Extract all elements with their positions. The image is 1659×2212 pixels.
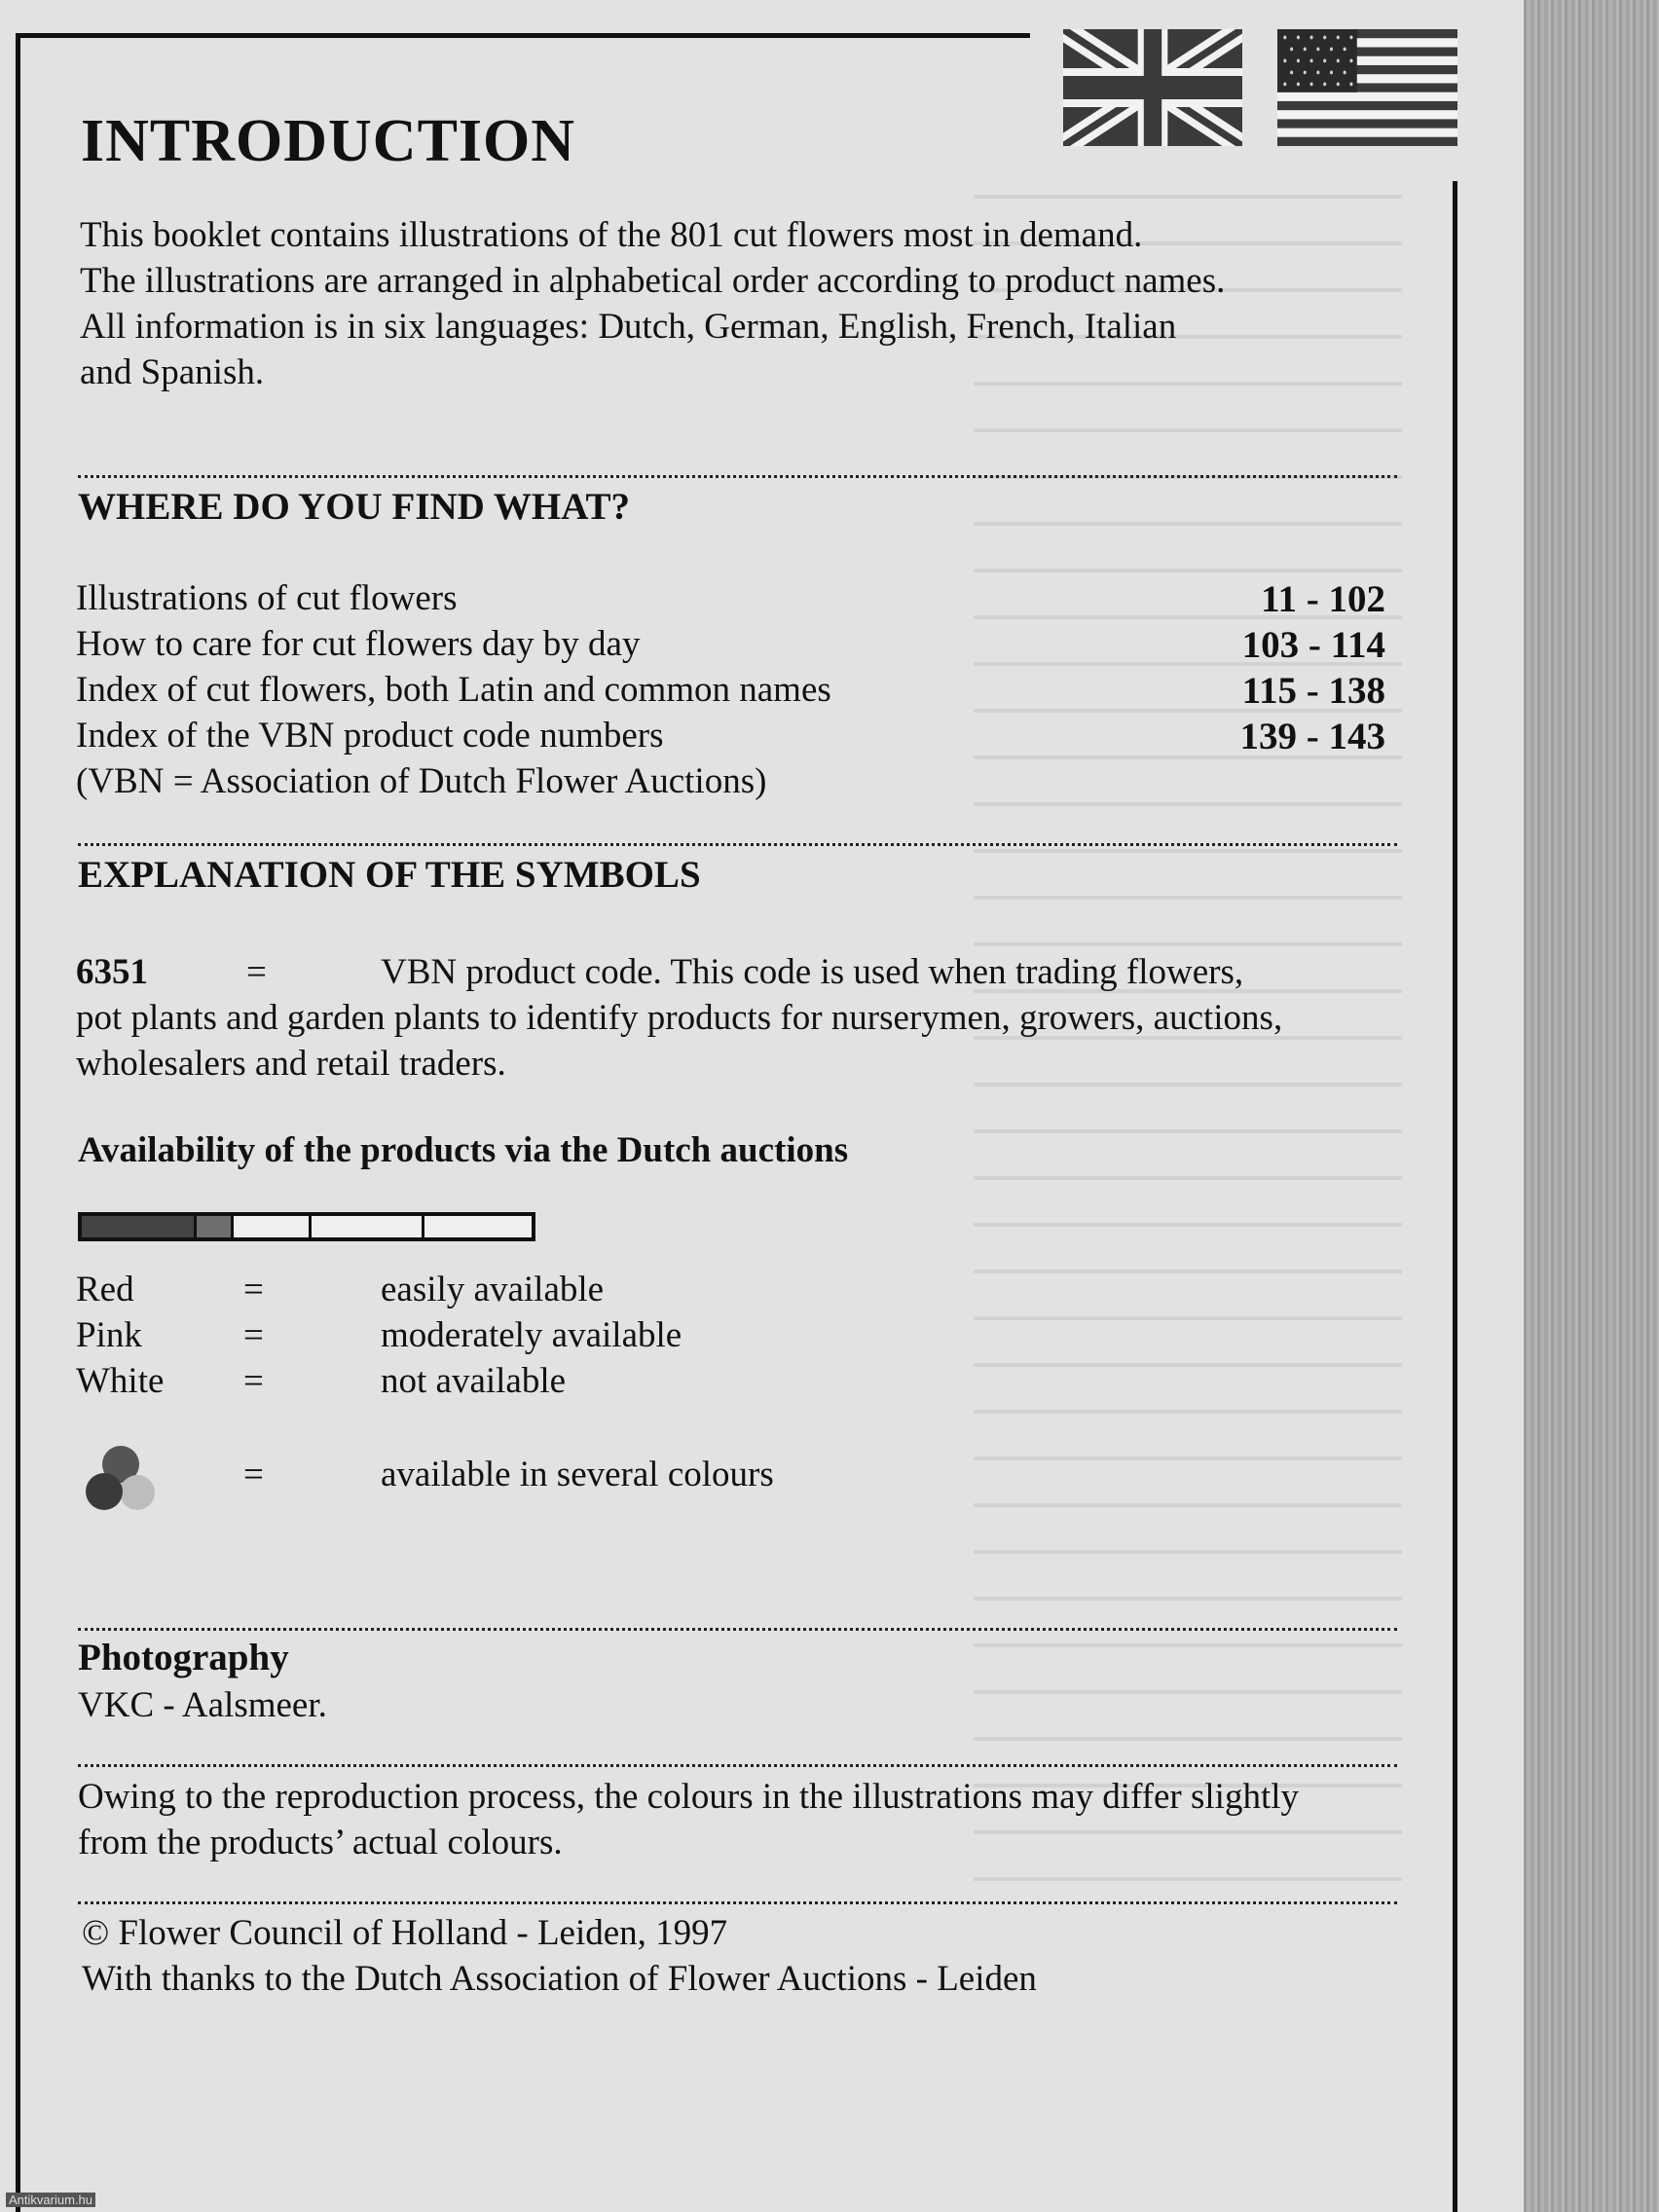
symbols-heading: EXPLANATION OF THE SYMBOLS [78,854,701,896]
legend-row [76,1360,855,1406]
equals-sign: = [243,1270,264,1309]
thanks: With thanks to the Dutch Association of Flower Auctions - Leiden [82,1959,1037,1999]
us-flag-icon [1277,29,1457,146]
availability-segment-white [234,1216,312,1237]
legend-row [76,1269,855,1314]
page-title: INTRODUCTION [81,108,576,174]
legend-key: Red [76,1270,134,1309]
legend-value: available in several colours [381,1455,774,1494]
product-code-explanation [76,949,1381,1084]
availability-segment-white [312,1216,425,1237]
disclaimer: Owing to the reproduction process, the colours in the illustrations may differ slightly from the products’ actual colours. [78,1777,1300,1862]
frame-top-rule [16,33,1030,38]
frame-left-rule [16,33,20,2212]
code-description-continued: pot plants and garden plants to identify products for nurserymen, growers, auctions, wholesalers and retail traders. [76,998,1283,1084]
frame-right-rule [1453,181,1457,2212]
copyright: © Flower Council of Holland - Leiden, 1997 [82,1913,728,1953]
availability-bar [78,1212,535,1241]
toc-pages: 115 - 138 [1241,670,1385,712]
dotted-divider [78,843,1397,846]
dotted-divider [78,475,1397,478]
toc-label: How to care for cut flowers day by day [76,624,641,664]
intro-line: The illustrations are arranged in alphabetical order according to product names. [80,261,1226,301]
availability-segment-pink [197,1216,234,1237]
toc-label: Index of cut flowers, both Latin and common names [76,670,831,710]
toc-row [76,577,1385,623]
toc-row [76,669,1385,715]
legend-value: not available [381,1361,567,1401]
where-heading: WHERE DO YOU FIND WHAT? [78,486,630,528]
vbn-note: (VBN = Association of Dutch Flower Auctions) [76,761,767,801]
legend-value: moderately available [381,1315,682,1355]
code-description: VBN product code. This code is used when trading flowers, [381,952,1244,992]
equals-sign: = [243,1315,264,1355]
toc-pages: 139 - 143 [1239,716,1385,757]
toc-label: Index of the VBN product code numbers [76,716,664,756]
toc-label: Illustrations of cut flowers [76,578,458,618]
equals-sign: = [243,1361,264,1401]
availability-segment-red [82,1216,197,1237]
availability-segment-white [424,1216,532,1237]
photography-heading: Photography [78,1637,289,1678]
page-edge-stack [1524,0,1659,2212]
dotted-divider [78,1628,1397,1631]
toc-pages: 103 - 114 [1241,624,1385,666]
availability-heading: Availability of the products via the Dutch auctions [78,1130,849,1170]
toc-pages: 11 - 102 [1261,578,1385,620]
legend-row [76,1314,855,1360]
intro-line: All information is in six languages: Dutch, German, English, French, Italian [80,307,1177,347]
equals-sign: = [243,1455,264,1494]
intro-paragraph [80,212,1384,395]
intro-line: This booklet contains illustrations of the 801 cut flowers most in demand. [80,215,1143,255]
intro-line: and Spanish. [80,352,265,392]
toc-row [76,623,1385,669]
legend-row [76,1454,855,1499]
photography-credit: VKC - Aalsmeer. [78,1685,327,1725]
legend-value: easily available [381,1270,605,1309]
legend-key: Pink [76,1315,142,1355]
equals-sign: = [246,952,267,992]
legend-key: White [76,1361,165,1401]
product-code-sample: 6351 [76,952,148,992]
dotted-divider [78,1764,1397,1767]
watermark: Antikvarium.hu [6,2193,95,2207]
dotted-divider [78,1901,1397,1904]
toc-row [76,715,1385,760]
uk-flag-icon [1063,29,1242,146]
